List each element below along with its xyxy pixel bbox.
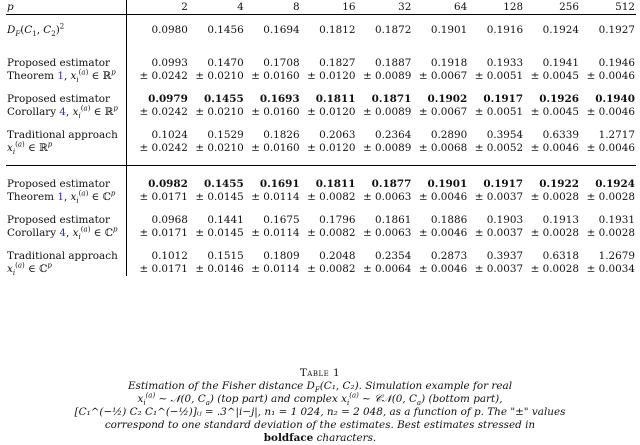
reference-link[interactable]: 1 [57, 191, 64, 203]
std-value: ± 0.0034 [586, 263, 635, 275]
estimator-std-row [6, 142, 636, 155]
estimator-mean-row [6, 250, 636, 263]
std-value: ± 0.0114 [251, 191, 300, 203]
std-value: ± 0.0046 [418, 227, 468, 239]
std-value: ± 0.0160 [251, 142, 300, 154]
std-value: ± 0.0051 [474, 106, 524, 118]
column-header: 64 [412, 0, 468, 15]
std-value: ± 0.0210 [195, 106, 244, 118]
mean-value: 0.1922 [539, 178, 579, 190]
mean-value: 0.1918 [430, 57, 468, 69]
mean-value: 0.1515 [207, 250, 244, 262]
std-value: ± 0.0052 [474, 142, 524, 154]
std-value: ± 0.0210 [195, 70, 244, 82]
mean-value: 0.1901 [427, 178, 468, 190]
true-distance-value: 0.1694 [263, 23, 300, 36]
std-value: ± 0.0046 [418, 263, 468, 275]
estimator-std-row [6, 263, 636, 276]
std-value: ± 0.0242 [139, 106, 188, 118]
mean-value: 0.1913 [542, 214, 579, 226]
std-value: ± 0.0114 [251, 263, 300, 275]
mean-value: 0.1903 [486, 214, 524, 226]
mean-value: 0.1902 [427, 93, 468, 105]
std-value: ± 0.0171 [139, 227, 188, 239]
estimator-name: Proposed estimator [7, 214, 110, 226]
std-value: ± 0.0210 [195, 142, 244, 154]
std-value: ± 0.0045 [530, 106, 579, 118]
estimator-reference: Theorem 1, $x_i^{(a)}$ ∈ ℂ$^p$ [7, 189, 116, 206]
mean-value: 0.1811 [315, 178, 356, 190]
header-row [6, 0, 636, 15]
mean-value: 0.1012 [151, 250, 188, 262]
column-header: 8 [245, 0, 301, 15]
std-value: ± 0.0120 [307, 106, 356, 118]
column-header: 16 [301, 0, 357, 15]
mean-value: 0.1931 [598, 214, 635, 226]
true-distance-value: 0.1456 [207, 23, 244, 36]
std-value: ± 0.0082 [307, 191, 356, 203]
caption-line-1: Estimation of the Fisher distance $D_F(C_1$, C₂). Simulation example for real [127, 380, 513, 395]
std-value: ± 0.0028 [586, 227, 635, 239]
mean-value: 0.2873 [430, 250, 468, 262]
column-header: 512 [580, 0, 636, 15]
std-value: ± 0.0067 [418, 70, 468, 82]
estimator-mean-row [6, 57, 636, 70]
true-distance-value: 0.1916 [486, 23, 524, 36]
std-value: ± 0.0145 [195, 227, 244, 239]
caption-line-3: [C₁^(−½) C₂ C₁^(−½)]ᵢⱼ = .3^|i−j|, n₁ = 1 024, n₂ = 2 048, as a function of p. The "±" values [74, 406, 566, 418]
std-value: ± 0.0145 [195, 191, 244, 203]
estimator-name: Traditional approach [7, 250, 118, 262]
mean-value: 0.1886 [430, 214, 468, 226]
std-value: ± 0.0067 [418, 106, 468, 118]
mean-value: 0.1861 [375, 214, 412, 226]
mean-value: 0.2890 [430, 129, 468, 141]
std-value: ± 0.0082 [307, 263, 356, 275]
std-value: ± 0.0063 [363, 191, 412, 203]
std-value: ± 0.0028 [530, 263, 579, 275]
mean-value: 0.1940 [595, 93, 635, 105]
std-value: ± 0.0171 [139, 263, 188, 275]
caption-title: Table 1 [299, 367, 341, 379]
mean-value: 0.0993 [151, 57, 188, 69]
std-value: ± 0.0046 [418, 191, 468, 203]
std-value: ± 0.0089 [363, 70, 412, 82]
mean-value: 0.2063 [319, 129, 356, 141]
estimator-std-row [6, 191, 636, 204]
estimator-name: Proposed estimator [7, 57, 110, 69]
std-value: ± 0.0037 [474, 227, 524, 239]
estimator-reference: $x_i^{(a)}$ ∈ ℝ$^p$ [7, 140, 53, 157]
estimator-std-row [6, 227, 636, 240]
caption-line-2: $x_i^{(a)}$ ∼ 𝒩(0, $C_a$) (top part) and complex $x_i^{(a)}$ ∼ 𝒞𝒩(0, $C_a$) (bottom part), [137, 391, 503, 408]
mean-value: 0.0982 [148, 178, 188, 190]
estimator-reference: Corollary 4, $x_i^{(a)}$ ∈ ℂ$^p$ [7, 225, 118, 242]
mean-value: 0.1470 [207, 57, 244, 69]
std-value: ± 0.0046 [586, 142, 635, 154]
reference-link[interactable]: 4 [59, 227, 67, 239]
std-value: ± 0.0037 [474, 263, 524, 275]
boldface-word: boldface [263, 432, 314, 444]
true-distance-value: 0.1872 [375, 23, 412, 36]
std-value: ± 0.0051 [474, 70, 524, 82]
estimator-name: Proposed estimator [7, 93, 110, 105]
mean-value: 0.1809 [263, 250, 300, 262]
mean-value: 0.1924 [595, 178, 635, 190]
mean-value: 0.1941 [542, 57, 579, 69]
mean-value: 0.1441 [207, 214, 244, 226]
std-value: ± 0.0120 [307, 70, 356, 82]
mean-value: 0.1871 [371, 93, 412, 105]
column-header: 32 [357, 0, 413, 15]
estimator-reference: Theorem 1, $x_i^{(a)}$ ∈ ℝ$^p$ [7, 68, 116, 85]
true-distance-value: 0.1901 [430, 23, 468, 36]
column-header: 2 [133, 0, 189, 15]
mean-value: 0.1529 [207, 129, 244, 141]
spacer-row [6, 155, 636, 165]
mean-value: 0.1024 [151, 129, 188, 141]
std-value: ± 0.0242 [139, 142, 188, 154]
mean-value: 0.1917 [483, 93, 524, 105]
mean-value: 0.1926 [539, 93, 579, 105]
mean-value: 0.1827 [319, 57, 356, 69]
spacer-row [6, 204, 636, 214]
mean-value: 1.2717 [598, 129, 635, 141]
mean-value: 0.1887 [375, 57, 412, 69]
mean-value: 0.1693 [259, 93, 300, 105]
caption-line-4: correspond to one standard deviation of the estimates. Best estimates stressed in [104, 419, 536, 431]
std-value: ± 0.0171 [139, 191, 188, 203]
std-value: ± 0.0045 [530, 70, 579, 82]
true-distance-value: 0.1927 [598, 23, 635, 36]
mean-value: 0.3954 [486, 129, 524, 141]
mean-value: 0.1917 [483, 178, 524, 190]
caption-line-5: boldface characters. [263, 432, 377, 444]
estimator-mean-row [6, 129, 636, 142]
mean-value: 0.2048 [319, 250, 356, 262]
mean-value: 0.1455 [203, 178, 244, 190]
std-value: ± 0.0046 [586, 106, 635, 118]
std-value: ± 0.0089 [363, 106, 412, 118]
estimator-mean-row [6, 214, 636, 227]
mean-value: 0.1946 [598, 57, 635, 69]
spacer-row [6, 45, 636, 57]
estimator-std-row [6, 70, 636, 83]
mean-value: 0.0979 [148, 93, 188, 105]
results-table [6, 0, 636, 276]
std-value: ± 0.0160 [251, 70, 300, 82]
std-value: ± 0.0064 [363, 263, 412, 275]
mean-value: 1.2679 [598, 250, 635, 262]
std-value: ± 0.0068 [418, 142, 468, 154]
mean-value: 0.1691 [259, 178, 300, 190]
mean-value: 0.1708 [263, 57, 300, 69]
std-value: ± 0.0028 [530, 191, 579, 203]
std-value: ± 0.0063 [363, 227, 412, 239]
spacer-row [6, 166, 636, 179]
std-value: ± 0.0160 [251, 106, 300, 118]
mean-value: 0.1933 [486, 57, 524, 69]
column-header: 4 [189, 0, 245, 15]
mean-value: 0.1811 [315, 93, 356, 105]
column-header: 256 [524, 0, 580, 15]
mean-value: 0.1826 [263, 129, 300, 141]
mean-value: 0.2354 [375, 250, 412, 262]
estimator-name: Proposed estimator [7, 178, 110, 190]
spacer-row [6, 83, 636, 93]
true-distance-value: 0.1812 [319, 23, 356, 36]
std-value: ± 0.0146 [195, 263, 244, 275]
std-value: ± 0.0046 [530, 142, 579, 154]
estimator-reference: Corollary 4, $x_i^{(a)}$ ∈ ℝ$^p$ [7, 104, 118, 121]
mean-value: 0.1877 [371, 178, 412, 190]
estimator-mean-row [6, 178, 636, 191]
column-header: 128 [468, 0, 524, 15]
reference-link[interactable]: 1 [57, 70, 64, 82]
mean-value: 0.1796 [319, 214, 356, 226]
std-value: ± 0.0028 [586, 191, 635, 203]
std-value: ± 0.0046 [586, 70, 635, 82]
mean-value: 0.6339 [542, 129, 579, 141]
mean-value: 0.0968 [151, 214, 188, 226]
std-value: ± 0.0114 [251, 227, 300, 239]
std-value: ± 0.0120 [307, 142, 356, 154]
mean-value: 0.1675 [263, 214, 300, 226]
estimator-name: Traditional approach [7, 129, 118, 141]
std-value: ± 0.0242 [139, 70, 188, 82]
mean-value: 0.3937 [486, 250, 524, 262]
reference-link[interactable]: 4 [59, 106, 67, 118]
table-caption [60, 367, 580, 445]
std-value: ± 0.0082 [307, 227, 356, 239]
mean-value: 0.1455 [203, 93, 244, 105]
estimator-std-row [6, 106, 636, 119]
true-distance-value: 0.1924 [542, 23, 579, 36]
true-distance-label: $D_F(C_1$, $C_2)^2$ [7, 22, 65, 38]
p-header: p [6, 0, 127, 15]
estimator-mean-row [6, 93, 636, 106]
mean-value: 0.2364 [375, 129, 412, 141]
std-value: ± 0.0037 [474, 191, 524, 203]
std-value: ± 0.0089 [363, 142, 412, 154]
spacer-row [6, 119, 636, 129]
std-value: ± 0.0028 [530, 227, 579, 239]
spacer-row [6, 240, 636, 250]
estimator-reference: $x_i^{(a)}$ ∈ ℂ$^p$ [7, 261, 52, 278]
true-distance-value: 0.0980 [151, 23, 188, 36]
true-distance-row [6, 15, 636, 46]
mean-value: 0.6318 [542, 250, 579, 262]
